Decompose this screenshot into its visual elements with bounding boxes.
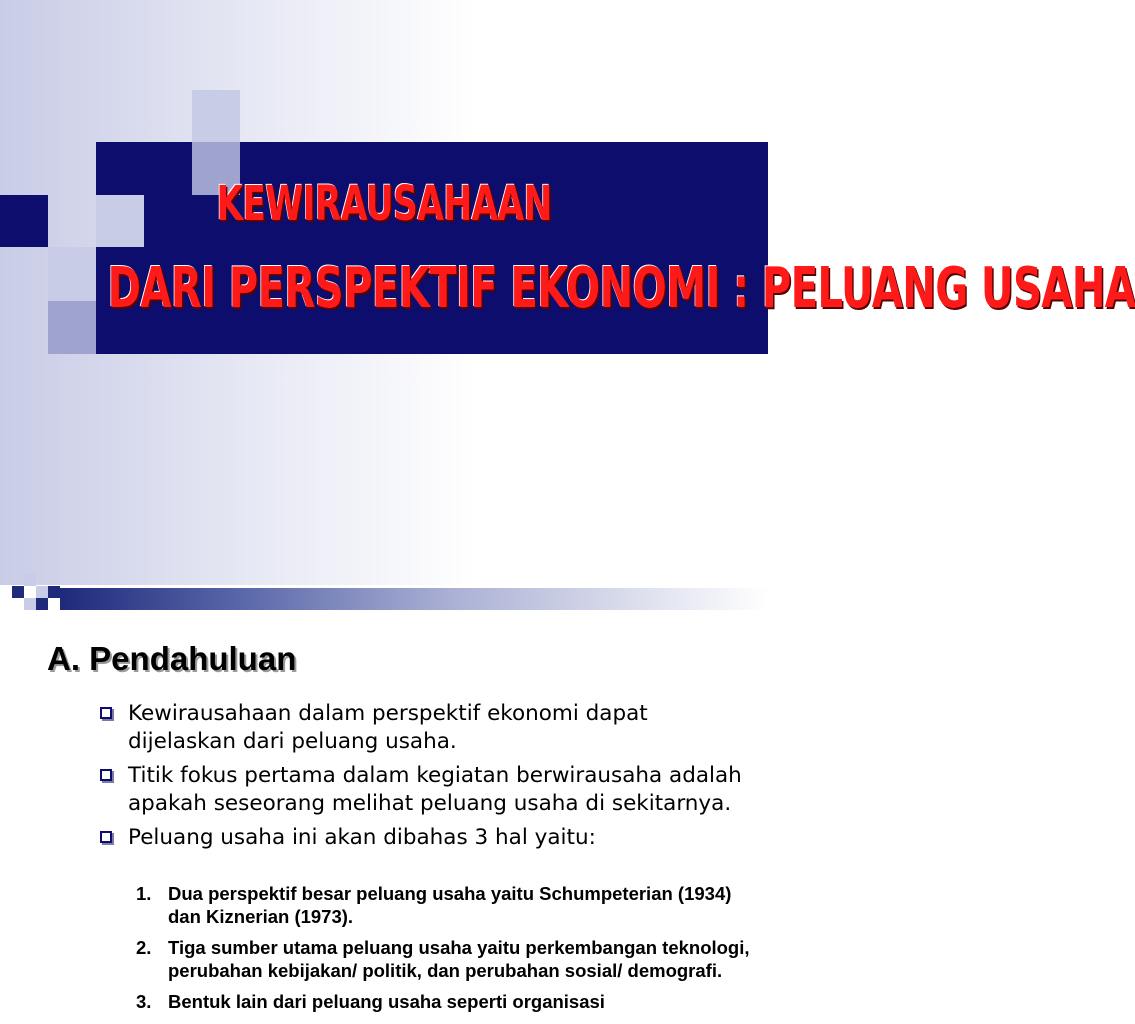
item-text: Tiga sumber utama peluang usaha yaitu perkembangan teknologi, perubahan kebijakan/ politik, dan perubahan sosial/ demografi. [168, 937, 750, 981]
bullet-text: Peluang usaha ini akan dibahas 3 hal yaitu: [128, 825, 596, 850]
section-heading: A. Pendahuluan [47, 640, 297, 677]
numbered-list [136, 882, 756, 1021]
deco-pixel [36, 586, 48, 598]
deco-pixel [12, 586, 24, 598]
checkbox-bullet-icon [100, 707, 112, 719]
numbered-item [136, 936, 756, 982]
bullet-text: Kewirausahaan dalam perspektif ekonomi dapat dijelaskan dari peluang usaha. [128, 701, 648, 754]
bullet-list [98, 700, 758, 858]
title-line-2: DARI PERSPEKTIF EKONOMI : PELUANG USAHA [107, 256, 1135, 321]
deco-square [48, 247, 96, 301]
divider-strip [60, 588, 768, 610]
item-number: 2. [136, 937, 152, 958]
bullet-item [98, 762, 758, 818]
title-line-1: KEWIRAUSAHAAN [216, 176, 552, 232]
item-number: 3. [136, 991, 152, 1012]
numbered-item [136, 990, 756, 1013]
item-text: Bentuk lain dari peluang usaha seperti organisasi [168, 991, 605, 1012]
title-band-left [0, 195, 48, 247]
numbered-item [136, 882, 756, 928]
item-number: 1. [136, 883, 152, 904]
deco-pixel [24, 574, 36, 586]
deco-pixel [24, 598, 36, 610]
bullet-item [98, 824, 758, 852]
bullet-item [98, 700, 758, 756]
bullet-text: Titik fokus pertama dalam kegiatan berwirausaha adalah apakah seseorang melihat peluang usaha di sekitarnya. [128, 763, 742, 816]
checkbox-bullet-icon [100, 831, 112, 843]
item-text: Dua perspektif besar peluang usaha yaitu Schumpeterian (1934) dan Kiznerian (1973). [168, 883, 732, 927]
deco-square [48, 301, 96, 354]
deco-pixel [48, 586, 60, 598]
checkbox-bullet-icon [100, 769, 112, 781]
deco-square [192, 90, 240, 142]
deco-pixel [36, 598, 48, 610]
